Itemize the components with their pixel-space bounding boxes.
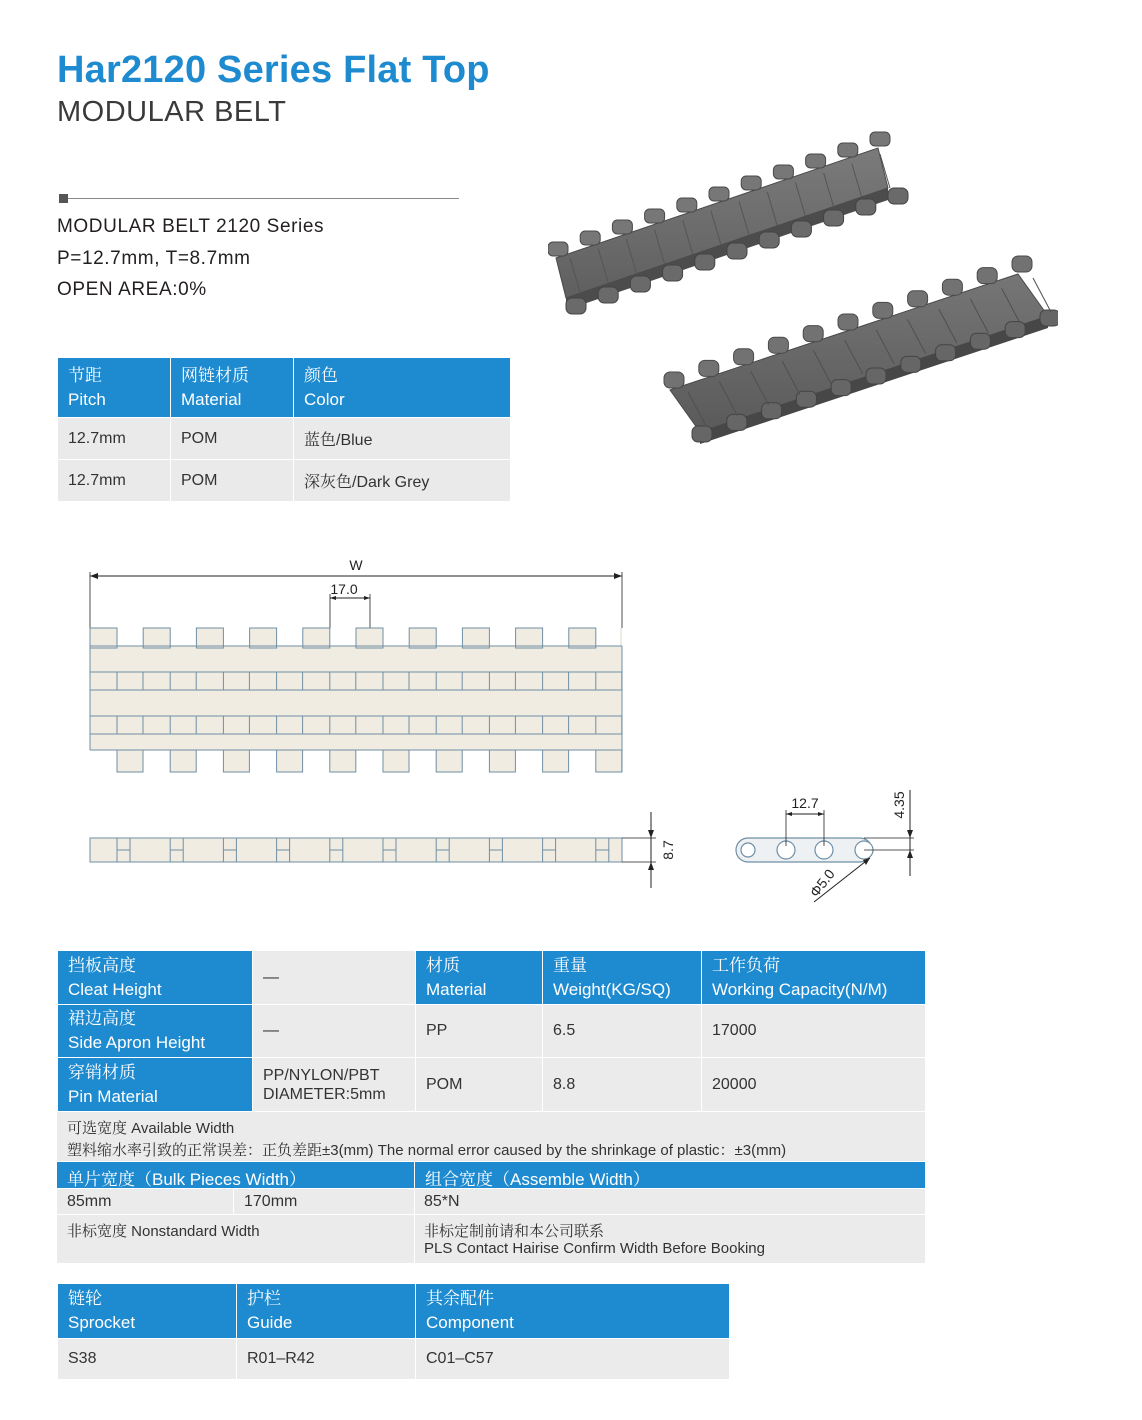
cell-weight: 8.8 [543, 1058, 702, 1112]
bulk-width-header: 单片宽度（Bulk Pieces Width） [57, 1162, 414, 1188]
specification-table [57, 950, 926, 1112]
pin-diameter-label: Φ5.0 [806, 865, 838, 900]
custom-width-note: 非标定制前请和本公司联系 PLS Contact Hairise Confirm Width Before Booking [415, 1215, 925, 1263]
cell-guide: R01–R42 [237, 1339, 416, 1380]
table-row [58, 1058, 926, 1112]
width-note-block [57, 1112, 925, 1161]
label-pin-material: 穿销材质 Pin Material [58, 1058, 253, 1112]
cell-capacity: 17000 [702, 1005, 926, 1058]
cell-material: POM [171, 460, 294, 502]
label-side-apron-height: 裙边高度 Side Apron Height [58, 1005, 253, 1058]
bulk-width-value-1: 85mm [57, 1189, 233, 1214]
spec-series: MODULAR BELT 2120 Series [57, 216, 325, 237]
cell-sprocket: S38 [58, 1339, 237, 1380]
cell-capacity: 20000 [702, 1058, 926, 1112]
assemble-width-value: 85*N [415, 1189, 925, 1214]
cell-material: PP [416, 1005, 543, 1058]
bulk-width-value-2: 170mm [234, 1189, 414, 1214]
thickness-label: 8.7 [660, 840, 676, 860]
spec-open-area: OPEN AREA:0% [57, 279, 207, 300]
module-dimension-label: 17.0 [330, 581, 358, 597]
cell-pitch: 12.7mm [58, 418, 171, 460]
table-row [58, 418, 511, 460]
width-label: W [349, 557, 363, 573]
header-pitch: 节距 Pitch [58, 358, 171, 418]
table-row [58, 1005, 926, 1058]
header-material: 网链材质 Material [171, 358, 294, 418]
pitch-dimension-label: 12.7 [791, 795, 819, 811]
half-height-label: 4.35 [891, 791, 907, 819]
tolerance-note: 塑料缩水率引致的正常误差：正负差距±3(mm) The normal error caused by the shrinkage of plastic：±3(mm) [67, 1142, 787, 1159]
value-cleat-height: — [253, 951, 416, 1005]
accessory-table [57, 1283, 730, 1380]
table-row [58, 1339, 730, 1380]
header-component: 其余配件 Component [416, 1284, 730, 1339]
belt-profile-view [736, 838, 873, 862]
value-side-apron-height: — [253, 1005, 416, 1058]
material-table [57, 357, 511, 502]
page-title: Har2120 Series Flat Top [57, 49, 490, 91]
nonstandard-width-cell: 非标宽度 Nonstandard Width [57, 1215, 414, 1263]
header-color: 颜色 Color [294, 358, 511, 418]
bullet-square [59, 194, 68, 203]
cell-color: 蓝色/Blue [294, 418, 511, 460]
header-guide: 护栏 Guide [237, 1284, 416, 1339]
header-sprocket: 链轮 Sprocket [58, 1284, 237, 1339]
cell-weight: 6.5 [543, 1005, 702, 1058]
belt-side-view [90, 838, 622, 862]
value-pin-material: PP/NYLON/PBT DIAMETER:5mm [253, 1058, 416, 1112]
belt-render-upper [556, 148, 888, 310]
available-width-label: 可选宽度 Available Width [67, 1120, 235, 1137]
cell-material: POM [171, 418, 294, 460]
divider-line [68, 198, 459, 199]
belt-render-image [548, 128, 1058, 473]
belt-top-view [90, 628, 622, 772]
label-cleat-height: 挡板高度 Cleat Height [58, 951, 253, 1005]
table-row [58, 460, 511, 502]
technical-drawing [0, 540, 1142, 920]
assemble-width-header: 组合宽度（Assemble Width） [415, 1162, 925, 1188]
page-subtitle: MODULAR BELT [57, 96, 287, 128]
spec-pitch-thickness: P=12.7mm, T=8.7mm [57, 248, 251, 269]
header-working-capacity: 工作负荷 Working Capacity(N/M) [702, 951, 926, 1005]
header-weight: 重量 Weight(KG/SQ) [543, 951, 702, 1005]
header-material: 材质 Material [416, 951, 543, 1005]
cell-pitch: 12.7mm [58, 460, 171, 502]
cell-component: C01–C57 [416, 1339, 730, 1380]
cell-color: 深灰色/Dark Grey [294, 460, 511, 502]
cell-material: POM [416, 1058, 543, 1112]
